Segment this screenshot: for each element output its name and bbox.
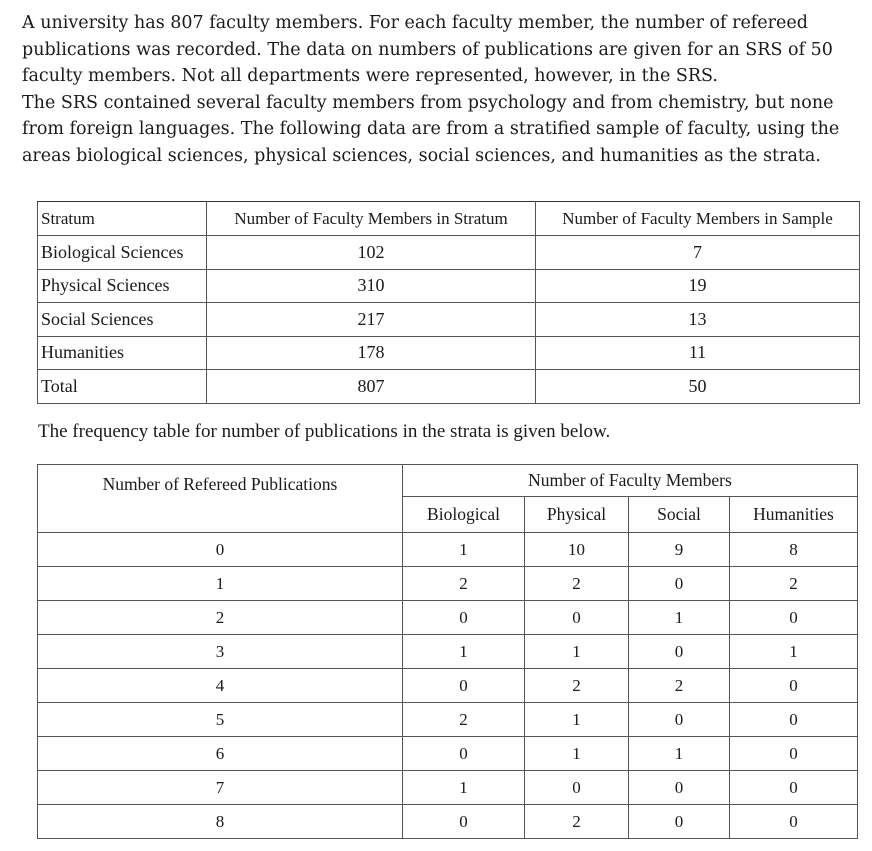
problem-statement	[22, 10, 852, 169]
sample-count: 11	[536, 336, 860, 370]
stratum-count: 807	[207, 370, 536, 404]
intro-paragraph-2: The SRS contained several faculty members from psychology and from chemistry, but none from foreign languages. The following data are from a stratified sample of faculty, using the areas biological sciences, physical sciences, social sciences, and humanities as the strata.	[22, 92, 840, 166]
biological-value: 1	[403, 533, 525, 567]
stratum-name: Physical Sciences	[38, 269, 207, 303]
humanities-value: 0	[730, 805, 858, 839]
sample-count: 13	[536, 303, 860, 337]
physical-value: 10	[525, 533, 629, 567]
biological-value: 2	[403, 567, 525, 601]
physical-value: 0	[525, 771, 629, 805]
publications-count: 7	[38, 771, 403, 805]
publications-count: 2	[38, 601, 403, 635]
social-value: 0	[629, 703, 730, 737]
publications-count: 8	[38, 805, 403, 839]
header-stratum: Stratum	[38, 202, 207, 236]
header-biological: Biological	[403, 497, 525, 533]
stratum-name: Total	[38, 370, 207, 404]
social-value: 0	[629, 771, 730, 805]
table-row	[38, 771, 858, 805]
table-row	[38, 303, 860, 337]
humanities-value: 2	[730, 567, 858, 601]
humanities-value: 0	[730, 737, 858, 771]
social-value: 9	[629, 533, 730, 567]
stratum-count: 217	[207, 303, 536, 337]
table-row	[38, 805, 858, 839]
table-row	[38, 269, 860, 303]
sample-count: 7	[536, 236, 860, 270]
publications-count: 4	[38, 669, 403, 703]
biological-value: 2	[403, 703, 525, 737]
biological-value: 0	[403, 805, 525, 839]
header-refereed-publications: Number of Refereed Publications	[38, 465, 403, 533]
publications-count: 5	[38, 703, 403, 737]
header-members-in-stratum: Number of Faculty Members in Stratum	[207, 202, 536, 236]
physical-value: 1	[525, 703, 629, 737]
strata-table	[37, 201, 860, 404]
biological-value: 1	[403, 635, 525, 669]
header-humanities: Humanities	[730, 497, 858, 533]
header-number-of-faculty-members: Number of Faculty Members	[403, 465, 858, 497]
table-row	[38, 567, 858, 601]
publications-count: 6	[38, 737, 403, 771]
publications-count: 3	[38, 635, 403, 669]
social-value: 2	[629, 669, 730, 703]
stratum-count: 102	[207, 236, 536, 270]
table-row	[38, 635, 858, 669]
table-row	[38, 669, 858, 703]
humanities-value: 0	[730, 669, 858, 703]
stratum-count: 310	[207, 269, 536, 303]
frequency-table	[37, 464, 858, 839]
social-value: 1	[629, 601, 730, 635]
table-row	[38, 236, 860, 270]
physical-value: 2	[525, 669, 629, 703]
humanities-value: 0	[730, 771, 858, 805]
social-value: 0	[629, 805, 730, 839]
social-value: 0	[629, 635, 730, 669]
strata-table-header-row	[38, 202, 860, 236]
sample-count: 50	[536, 370, 860, 404]
biological-value: 1	[403, 771, 525, 805]
sample-count: 19	[536, 269, 860, 303]
humanities-value: 0	[730, 703, 858, 737]
table-row	[38, 703, 858, 737]
stratum-name: Social Sciences	[38, 303, 207, 337]
physical-value: 0	[525, 601, 629, 635]
table-row	[38, 737, 858, 771]
humanities-value: 1	[730, 635, 858, 669]
social-value: 0	[629, 567, 730, 601]
social-value: 1	[629, 737, 730, 771]
publications-count: 0	[38, 533, 403, 567]
table-row	[38, 601, 858, 635]
stratum-count: 178	[207, 336, 536, 370]
table-row	[38, 533, 858, 567]
frequency-table-caption: The frequency table for number of publications in the strata is given below.	[38, 421, 611, 442]
frequency-table-header-row	[38, 465, 858, 497]
table-row	[38, 336, 860, 370]
header-physical: Physical	[525, 497, 629, 533]
physical-value: 2	[525, 567, 629, 601]
humanities-value: 0	[730, 601, 858, 635]
physical-value: 1	[525, 635, 629, 669]
stratum-name: Humanities	[38, 336, 207, 370]
intro-paragraph-1: A university has 807 faculty members. For each faculty member, the number of refereed publications was recorded. The data on numbers of publications are given for an SRS of 50 faculty members. Not all departments were represented, however, in the SRS.	[22, 13, 833, 86]
header-social: Social	[629, 497, 730, 533]
biological-value: 0	[403, 601, 525, 635]
header-members-in-sample: Number of Faculty Members in Sample	[536, 202, 860, 236]
physical-value: 2	[525, 805, 629, 839]
biological-value: 0	[403, 737, 525, 771]
biological-value: 0	[403, 669, 525, 703]
stratum-name: Biological Sciences	[38, 236, 207, 270]
publications-count: 1	[38, 567, 403, 601]
table-row	[38, 370, 860, 404]
humanities-value: 8	[730, 533, 858, 567]
physical-value: 1	[525, 737, 629, 771]
